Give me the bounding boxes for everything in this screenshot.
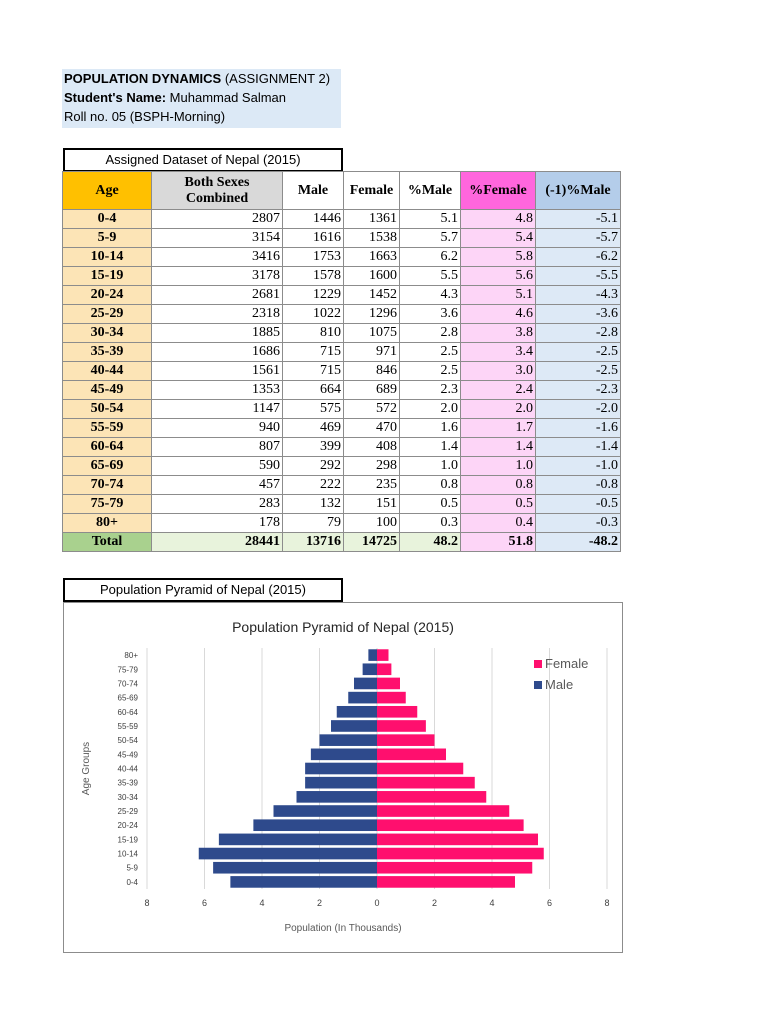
table-row (63, 248, 621, 267)
male-bar (305, 777, 377, 789)
chart-title: Population Pyramid of Nepal (2015) (232, 619, 454, 635)
both-sexes-cell: 1147 (152, 400, 283, 419)
male-cell: 664 (283, 381, 344, 400)
percent-female-cell: 0.5 (461, 495, 536, 514)
y-tick-label: 5-9 (126, 863, 138, 873)
total-both-sexes-cell: 28441 (152, 533, 283, 552)
header-negative-percent-male: (-1)%Male (536, 172, 621, 210)
female-bar (377, 777, 475, 789)
negative-percent-male-cell: -2.5 (536, 362, 621, 381)
y-tick-label: 15-19 (117, 835, 138, 845)
percent-male-cell: 2.5 (400, 343, 461, 362)
percent-female-cell: 3.0 (461, 362, 536, 381)
female-cell: 298 (344, 457, 400, 476)
female-cell: 1663 (344, 248, 400, 267)
negative-percent-male-cell: -0.5 (536, 495, 621, 514)
female-bar (377, 763, 463, 775)
percent-female-cell: 0.4 (461, 514, 536, 533)
age-cell: 10-14 (63, 248, 152, 267)
female-bar (377, 678, 400, 690)
percent-male-cell: 2.0 (400, 400, 461, 419)
table-row (63, 419, 621, 438)
female-cell: 971 (344, 343, 400, 362)
female-cell: 846 (344, 362, 400, 381)
age-cell: 30-34 (63, 324, 152, 343)
male-bar (368, 649, 377, 661)
negative-percent-male-cell: -5.7 (536, 229, 621, 248)
both-sexes-cell: 1686 (152, 343, 283, 362)
percent-male-cell: 3.6 (400, 305, 461, 324)
y-tick-label: 45-49 (117, 750, 138, 760)
y-tick-label: 75-79 (117, 665, 138, 675)
age-cell: 20-24 (63, 286, 152, 305)
age-cell: 15-19 (63, 267, 152, 286)
female-cell: 689 (344, 381, 400, 400)
male-bar (230, 876, 377, 888)
male-cell: 715 (283, 362, 344, 381)
x-tick-label: 2 (431, 898, 438, 908)
population-pyramid-chart (63, 602, 623, 953)
total-female-cell: 14725 (344, 533, 400, 552)
legend-label: Male (545, 677, 574, 692)
y-tick-label: 65-69 (117, 693, 138, 703)
female-cell: 408 (344, 438, 400, 457)
negative-percent-male-cell: -1.4 (536, 438, 621, 457)
male-cell: 1578 (283, 267, 344, 286)
percent-female-cell: 1.7 (461, 419, 536, 438)
table-row (63, 495, 621, 514)
percent-male-cell: 2.3 (400, 381, 461, 400)
both-sexes-cell: 3154 (152, 229, 283, 248)
female-cell: 572 (344, 400, 400, 419)
pyramid-section-title: Population Pyramid of Nepal (2015) (63, 578, 343, 602)
both-sexes-cell: 807 (152, 438, 283, 457)
percent-female-cell: 2.0 (461, 400, 536, 419)
male-cell: 810 (283, 324, 344, 343)
y-tick-label: 20-24 (117, 821, 138, 831)
y-tick-label: 50-54 (117, 736, 138, 746)
both-sexes-cell: 2681 (152, 286, 283, 305)
negative-percent-male-cell: -1.0 (536, 457, 621, 476)
student-name-line: Student's Name: Muhammad Salman (64, 90, 287, 105)
y-tick-label: 55-59 (117, 721, 138, 731)
percent-female-cell: 3.4 (461, 343, 536, 362)
male-bar (320, 734, 378, 746)
percent-male-cell: 2.8 (400, 324, 461, 343)
negative-percent-male-cell: -0.8 (536, 476, 621, 495)
male-cell: 132 (283, 495, 344, 514)
negative-percent-male-cell: -2.0 (536, 400, 621, 419)
x-tick-label: 6 (201, 898, 208, 908)
male-bar (337, 706, 377, 718)
table-row (63, 476, 621, 495)
male-bar (219, 834, 377, 846)
male-bar (199, 848, 377, 860)
x-axis-title: Population (In Thousands) (284, 923, 402, 934)
y-tick-label: 30-34 (117, 792, 138, 802)
female-cell: 1361 (344, 210, 400, 229)
x-tick-label: 0 (374, 898, 380, 908)
negative-percent-male-cell: -2.8 (536, 324, 621, 343)
total-percent-male-cell: 48.2 (400, 533, 461, 552)
male-cell: 1022 (283, 305, 344, 324)
percent-male-cell: 2.5 (400, 362, 461, 381)
male-cell: 715 (283, 343, 344, 362)
y-tick-label: 60-64 (117, 707, 138, 717)
female-cell: 151 (344, 495, 400, 514)
male-bar (297, 791, 378, 803)
female-bar (377, 819, 524, 831)
age-cell: 5-9 (63, 229, 152, 248)
age-cell: 50-54 (63, 400, 152, 419)
both-sexes-cell: 178 (152, 514, 283, 533)
percent-female-cell: 5.6 (461, 267, 536, 286)
age-cell: 45-49 (63, 381, 152, 400)
assignment-title: POPULATION DYNAMICS (ASSIGNMENT 2) (64, 71, 331, 86)
percent-female-cell: 4.8 (461, 210, 536, 229)
population-table (62, 171, 621, 552)
negative-percent-male-cell: -1.6 (536, 419, 621, 438)
percent-male-cell: 0.3 (400, 514, 461, 533)
total-negative-percent-male-cell: -48.2 (536, 533, 621, 552)
age-cell: 0-4 (63, 210, 152, 229)
dataset-title: Assigned Dataset of Nepal (2015) (63, 148, 343, 172)
table-row (63, 362, 621, 381)
percent-male-cell: 6.2 (400, 248, 461, 267)
female-bar (377, 649, 389, 661)
male-bar (354, 678, 377, 690)
female-cell: 1452 (344, 286, 400, 305)
female-bar (377, 834, 538, 846)
x-tick-label: 2 (316, 898, 323, 908)
female-bar (377, 848, 544, 860)
percent-female-cell: 5.4 (461, 229, 536, 248)
female-cell: 1600 (344, 267, 400, 286)
roll-number-line: Roll no. 05 (BSPH-Morning) (64, 109, 226, 124)
percent-female-cell: 1.0 (461, 457, 536, 476)
both-sexes-cell: 1561 (152, 362, 283, 381)
male-bar (274, 805, 378, 817)
percent-male-cell: 5.1 (400, 210, 461, 229)
percent-female-cell: 1.4 (461, 438, 536, 457)
female-bar (377, 734, 435, 746)
y-tick-label: 0-4 (126, 877, 138, 887)
table-row (63, 343, 621, 362)
y-tick-label: 70-74 (117, 679, 138, 689)
male-bar (213, 862, 377, 874)
y-tick-label: 10-14 (117, 849, 138, 859)
table-row (63, 210, 621, 229)
both-sexes-cell: 1353 (152, 381, 283, 400)
percent-female-cell: 3.8 (461, 324, 536, 343)
x-tick-label: 4 (489, 898, 495, 908)
y-tick-label: 80+ (124, 651, 138, 661)
total-age-cell: Total (63, 533, 152, 552)
header-female: Female (344, 172, 400, 210)
legend-swatch (534, 660, 542, 668)
male-cell: 222 (283, 476, 344, 495)
both-sexes-cell: 2318 (152, 305, 283, 324)
female-bar (377, 862, 532, 874)
x-tick-label: 8 (604, 898, 610, 908)
female-cell: 470 (344, 419, 400, 438)
table-row (63, 400, 621, 419)
male-bar (311, 749, 377, 761)
female-bar (377, 720, 426, 732)
percent-male-cell: 0.8 (400, 476, 461, 495)
female-cell: 100 (344, 514, 400, 533)
y-axis-title: Age Groups (81, 741, 92, 796)
negative-percent-male-cell: -5.1 (536, 210, 621, 229)
male-cell: 1446 (283, 210, 344, 229)
header-both-sexes: Both Sexes Combined (152, 172, 283, 210)
table-header-row (63, 172, 621, 210)
table-row (63, 305, 621, 324)
table-row (63, 286, 621, 305)
x-tick-label: 8 (144, 898, 150, 908)
percent-female-cell: 5.1 (461, 286, 536, 305)
percent-male-cell: 5.7 (400, 229, 461, 248)
age-cell: 60-64 (63, 438, 152, 457)
percent-male-cell: 4.3 (400, 286, 461, 305)
female-bar (377, 692, 406, 704)
table-row (63, 229, 621, 248)
x-tick-label: 6 (546, 898, 553, 908)
x-tick-label: 4 (259, 898, 265, 908)
negative-percent-male-cell: -2.3 (536, 381, 621, 400)
percent-female-cell: 2.4 (461, 381, 536, 400)
male-cell: 575 (283, 400, 344, 419)
female-bar (377, 749, 446, 761)
male-bar (363, 663, 377, 675)
both-sexes-cell: 1885 (152, 324, 283, 343)
y-tick-label: 25-29 (117, 807, 138, 817)
y-tick-label: 40-44 (117, 764, 138, 774)
y-tick-label: 35-39 (117, 778, 138, 788)
percent-male-cell: 5.5 (400, 267, 461, 286)
both-sexes-cell: 3416 (152, 248, 283, 267)
legend-swatch (534, 681, 542, 689)
both-sexes-cell: 940 (152, 419, 283, 438)
negative-percent-male-cell: -6.2 (536, 248, 621, 267)
female-bar (377, 791, 486, 803)
negative-percent-male-cell: -0.3 (536, 514, 621, 533)
female-cell: 1075 (344, 324, 400, 343)
male-cell: 1229 (283, 286, 344, 305)
negative-percent-male-cell: -3.6 (536, 305, 621, 324)
table-row (63, 438, 621, 457)
age-cell: 40-44 (63, 362, 152, 381)
female-cell: 235 (344, 476, 400, 495)
percent-female-cell: 4.6 (461, 305, 536, 324)
table-row (63, 267, 621, 286)
female-cell: 1538 (344, 229, 400, 248)
table-row (63, 514, 621, 533)
legend-label: Female (545, 656, 589, 671)
both-sexes-cell: 3178 (152, 267, 283, 286)
table-row (63, 381, 621, 400)
header-percent-female: %Female (461, 172, 536, 210)
male-cell: 79 (283, 514, 344, 533)
male-cell: 1616 (283, 229, 344, 248)
female-bar (377, 805, 509, 817)
male-bar (348, 692, 377, 704)
age-cell: 25-29 (63, 305, 152, 324)
both-sexes-cell: 283 (152, 495, 283, 514)
both-sexes-cell: 457 (152, 476, 283, 495)
percent-male-cell: 1.6 (400, 419, 461, 438)
male-cell: 292 (283, 457, 344, 476)
percent-male-cell: 0.5 (400, 495, 461, 514)
age-cell: 55-59 (63, 419, 152, 438)
male-cell: 399 (283, 438, 344, 457)
negative-percent-male-cell: -2.5 (536, 343, 621, 362)
both-sexes-cell: 590 (152, 457, 283, 476)
table-total-row (63, 533, 621, 552)
male-cell: 1753 (283, 248, 344, 267)
chart-canvas (64, 603, 622, 952)
negative-percent-male-cell: -4.3 (536, 286, 621, 305)
table-row (63, 324, 621, 343)
percent-female-cell: 5.8 (461, 248, 536, 267)
total-percent-female-cell: 51.8 (461, 533, 536, 552)
table-row (63, 457, 621, 476)
percent-male-cell: 1.4 (400, 438, 461, 457)
male-bar (253, 819, 377, 831)
percent-female-cell: 0.8 (461, 476, 536, 495)
female-bar (377, 876, 515, 888)
male-cell: 469 (283, 419, 344, 438)
age-cell: 65-69 (63, 457, 152, 476)
age-cell: 75-79 (63, 495, 152, 514)
male-bar (331, 720, 377, 732)
header-male: Male (283, 172, 344, 210)
female-bar (377, 706, 417, 718)
male-bar (305, 763, 377, 775)
total-male-cell: 13716 (283, 533, 344, 552)
both-sexes-cell: 2807 (152, 210, 283, 229)
age-cell: 70-74 (63, 476, 152, 495)
percent-male-cell: 1.0 (400, 457, 461, 476)
female-bar (377, 663, 391, 675)
age-cell: 35-39 (63, 343, 152, 362)
negative-percent-male-cell: -5.5 (536, 267, 621, 286)
header-age: Age (63, 172, 152, 210)
header-percent-male: %Male (400, 172, 461, 210)
age-cell: 80+ (63, 514, 152, 533)
female-cell: 1296 (344, 305, 400, 324)
